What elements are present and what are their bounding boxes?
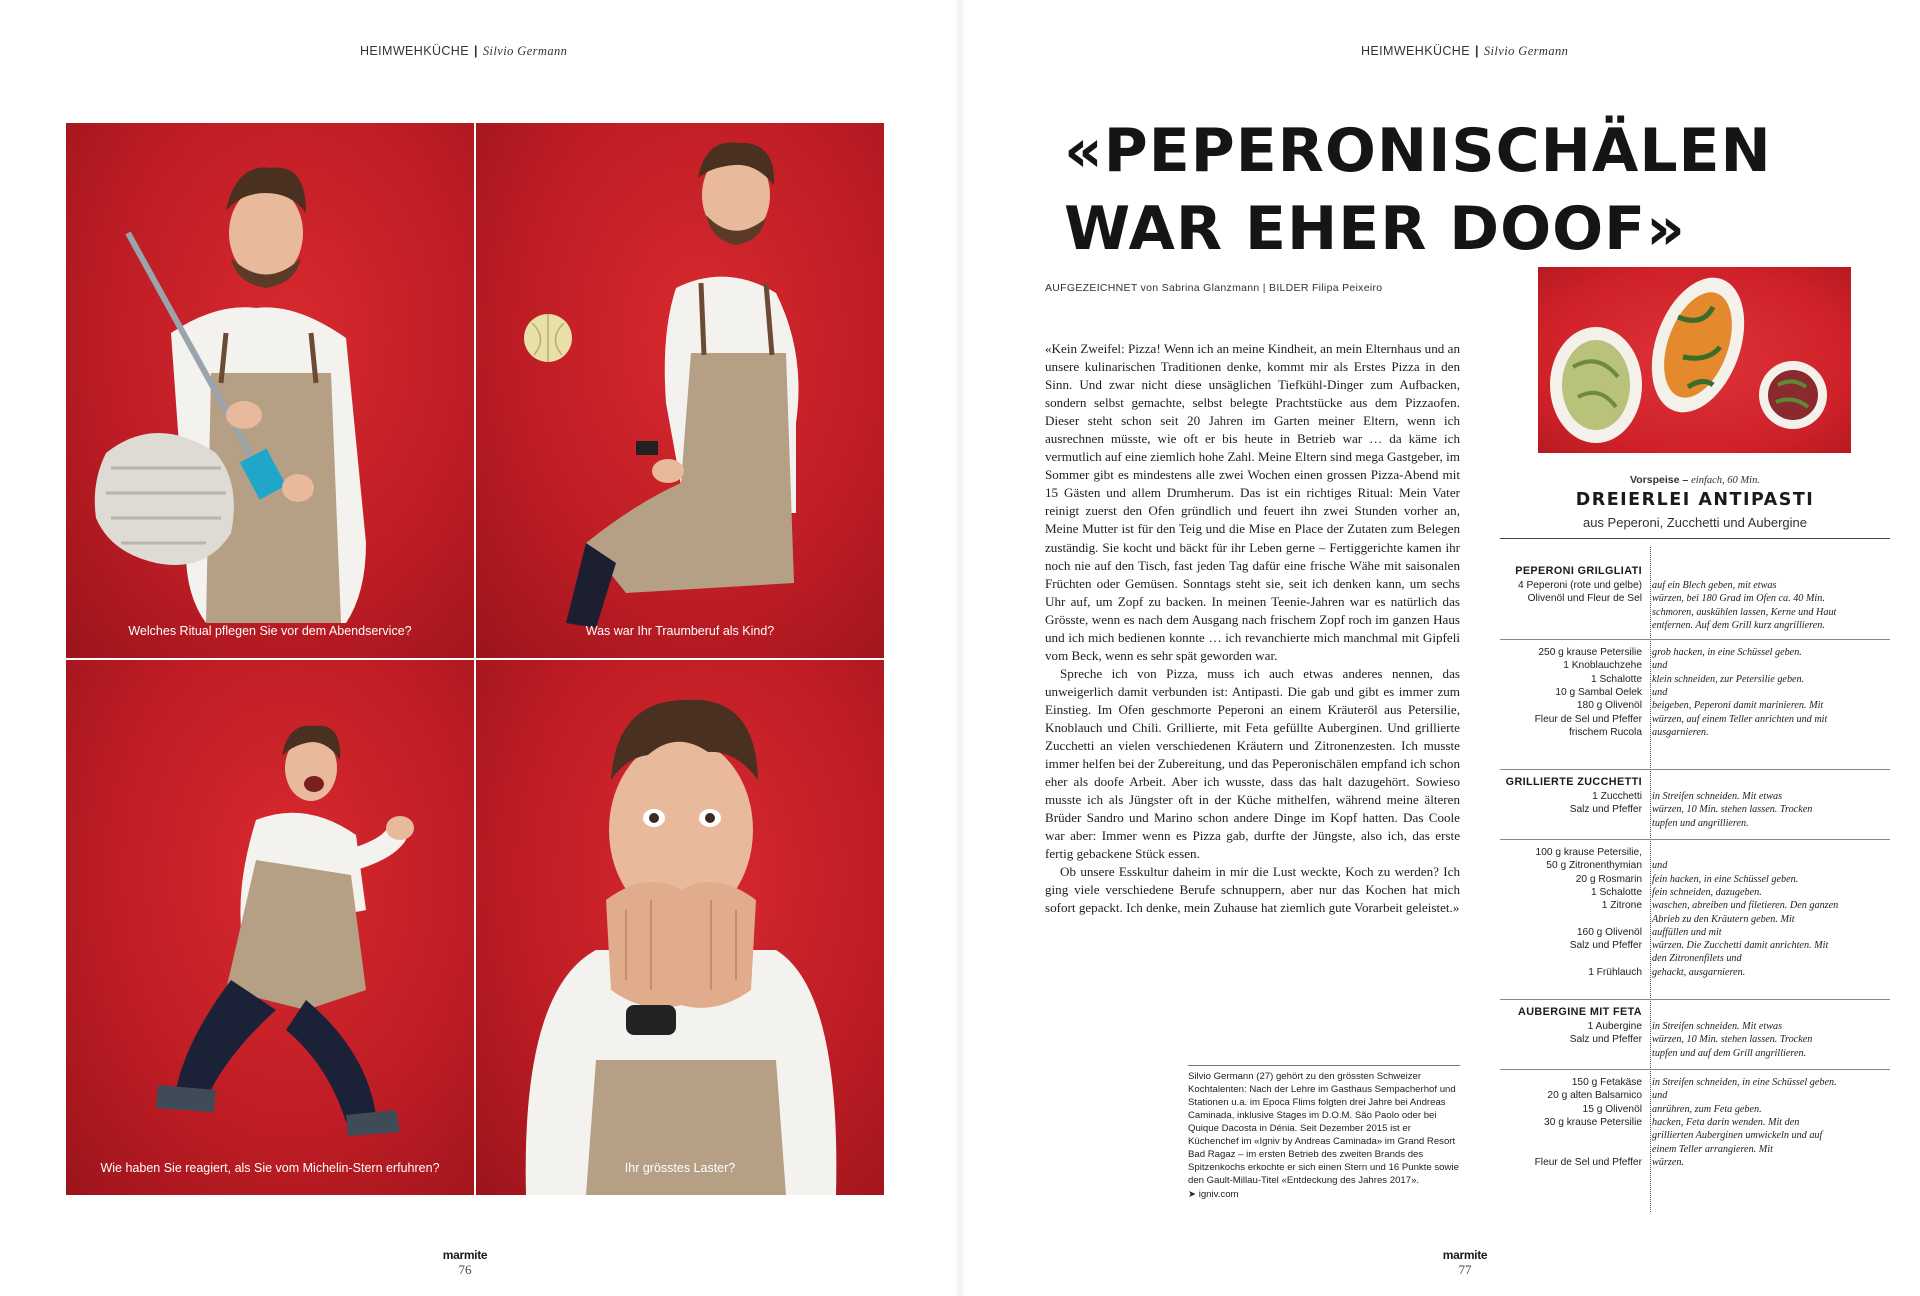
recipe-row bbox=[1500, 659, 1890, 672]
recipe-section-heading: GRILLIERTE ZUCCHETTI bbox=[1505, 776, 1642, 788]
recipe-row bbox=[1500, 952, 1890, 965]
ingredient: 180 g Olivenöl bbox=[1576, 700, 1642, 712]
instruction: auffüllen und mit bbox=[1652, 926, 1722, 938]
recipe-row bbox=[1500, 619, 1890, 632]
recipe-block bbox=[1500, 999, 1890, 1059]
recipe-block bbox=[1500, 639, 1890, 738]
ingredient: 20 g alten Balsamico bbox=[1547, 1090, 1642, 1102]
ingredient: Fleur de Sel und Pfeffer bbox=[1534, 713, 1642, 725]
recipe-subtitle: aus Peperoni, Zucchetti und Aubergine bbox=[1582, 515, 1808, 530]
arrow-right-icon: ➤ bbox=[1188, 1189, 1199, 1200]
recipe-row bbox=[1500, 803, 1890, 816]
recipe-block bbox=[1500, 1069, 1890, 1168]
recipe-meta bbox=[1500, 474, 1890, 486]
bio-link-text: igniv.com bbox=[1198, 1189, 1239, 1200]
instruction: klein schneiden, zur Petersilie geben. bbox=[1652, 673, 1805, 685]
body-paragraph: Ob unsere Esskultur daheim in mir die Lust weckte, Koch zu werden? Ich ging viele verschiedene Berufe schnuppern, aber nur das Kochen hat mich sofort gepackt. Ich denke, mein Zuhause hat ziemlich gute Vorarbeit geleistet.» bbox=[1045, 864, 1460, 916]
instruction: und bbox=[1652, 860, 1668, 872]
ingredient: 20 g Rosmarin bbox=[1575, 873, 1642, 885]
recipe-row bbox=[1500, 873, 1890, 886]
ingredient: 1 Schalotte bbox=[1591, 886, 1642, 898]
recipe-row bbox=[1500, 726, 1890, 739]
instruction: schmoren, auskühlen lassen, Kerne und Haut bbox=[1652, 606, 1837, 618]
recipe-row bbox=[1500, 1047, 1890, 1060]
instruction: in Streifen schneiden. Mit etwas bbox=[1652, 791, 1783, 802]
body-paragraph: «Kein Zweifel: Pizza! Wenn ich an meine Kindheit, an mein Elternhaus und an unsere kulinarischen Traditionen denke, kommt mir als Erstes Pizza in den Sinn. Und zwar nicht diese unsäglichen Tiefkühl-Dinger zum Aufbacken, sondern selbst gemachte, selbst belegte Prachtstücke aus dem Pizzaofen. Dieser steht schon seit 20 Jahren im Garten meiner Eltern, wenn ich ausrechnen müsste, wie oft er bis heute in Betrieb war … da käme ich vermutlich auf eine ziemlich hohe Zahl. Meine Eltern sind mega Gastgeber, im Sommer gibt es mindestens alle zwei Wochen einen grossen Pizza-Abend mit 15 Gästen und allem Drumherum. Das ist ein richtiges Ritual: Mein Vater reinigt zuerst den Ofen gründlich und feuert ihn zwei Stunden vorher an, Meine Mutter ist für den Teig und die Mise en Place der Zutaten zum Belegen zuständig. Sie kocht und bäckt für ihr Leben gerne – Fertiggerichte kamen ihr noch nie auf den Tisch, fast jeden Tag dafür eine frische Wähe mit saisonalen Früchten oder Gemüsen. Sonntags steht sie, seit ich denken kann, um sechs Uhr auf, um Zopf zu backen. In meinen Teenie-Jahren war es natürlich das Grösste, wenn es nach dem Ausgang nach frischem Zopf roch im ganzen Haus und ich mich bedienen konnte … ich revanchierte mich manchmal mit Gipfeli vom Beck, wenn es sehr spät geworden war. bbox=[1045, 341, 1460, 663]
recipe-row bbox=[1500, 606, 1890, 619]
running-header-right bbox=[1361, 44, 1568, 59]
recipe-block bbox=[1500, 769, 1890, 829]
instruction: grillierten Auberginen umwickeln und auf bbox=[1652, 1130, 1823, 1142]
instruction: und bbox=[1652, 686, 1668, 698]
page-number: 76 bbox=[458, 1262, 472, 1277]
chef-jumping-illustration bbox=[66, 660, 474, 1195]
ingredient: Salz und Pfeffer bbox=[1569, 804, 1642, 816]
recipe-row bbox=[1500, 1076, 1890, 1089]
recipe-block bbox=[1500, 839, 1890, 978]
recipe-row bbox=[1500, 886, 1890, 899]
instruction: grob hacken, in eine Schüssel geben. bbox=[1652, 647, 1802, 658]
recipe-table bbox=[1500, 538, 1890, 1219]
recipe-level: einfach, 60 Min. bbox=[1691, 475, 1760, 486]
bio-text: Silvio Germann (27) gehört zu den grössten Schweizer Kochtalenten: Nach der Lehre im Gasthaus Sempacherhof und Stationen u.a. im Epoca Flims folgten drei Jahre bei Andreas Caminada, inklusive Stages im D.O.M. São Paolo oder bei Quique Dacosta in Dénia. Seit Dezember 2015 ist er Küchenchef im «Igniv by Andreas Caminada» im Grand Resort Bad Ragaz – im ersten Betrieb des zweiten Brands des Spitzenkochs erkochte er sich einen Stern und 16 Punkte sowie den Gault-Millau-Titel «Entdeckung des Jahres 2017». bbox=[1188, 1071, 1459, 1186]
article-headline bbox=[1064, 112, 1784, 268]
ingredient: 160 g Olivenöl bbox=[1576, 926, 1642, 938]
ingredient: 30 g krause Petersilie bbox=[1544, 1116, 1642, 1128]
instruction: und bbox=[1652, 1090, 1668, 1102]
instruction: gehackt, ausgarnieren. bbox=[1652, 966, 1746, 978]
instruction: würzen. Die Zucchetti damit anrichten. Mit bbox=[1652, 940, 1829, 952]
ingredient: Olivenöl und Fleur de Sel bbox=[1527, 593, 1642, 605]
ingredient: 1 Zucchetti bbox=[1592, 791, 1642, 802]
portrait-photo-jump bbox=[66, 660, 474, 1195]
ingredient: 10 g Sambal Oelek bbox=[1555, 686, 1642, 698]
page-number: 77 bbox=[1458, 1262, 1472, 1277]
chef-nail-biting-illustration bbox=[476, 660, 884, 1195]
ingredient: 1 Zitrone bbox=[1601, 900, 1642, 912]
recipe-course: Vorspeise – bbox=[1630, 474, 1689, 486]
recipe-row bbox=[1500, 1020, 1890, 1033]
chef-sitting-illustration bbox=[476, 123, 884, 658]
ingredient: 15 g Olivenöl bbox=[1582, 1103, 1642, 1115]
instruction: würzen, 10 Min. stehen lassen. Trocken bbox=[1652, 804, 1813, 816]
body-paragraph: Spreche ich von Pizza, muss ich auch etwas anderes nennen, das unweigerlich damit verbunden ist: Antipasti. Die gab und gibt es immer zum Einstieg. Im Ofen geschmorte Peperoni an einem Kräuteröl aus Petersilie, Knoblauch und Chili. Grillierte, mit Feta gefüllte Auberginen. Und grillierte Zucchetti an vielen verschiedenen Kräutern und Zitronenzesten. Ich musste immer helfen bei der Zubereitung, und das Peperonischälen empfand ich schon eher als doofe Arbeit. Aber ich wusste, dass das halt dazugehört. Sowieso musste ich als Jüngster oft in der Küche mithelfen, während meine älteren Brüder Sandro und Marino schon andere Dinge im Kopf hatten. Das Coole war aber: Immer wenn es Pizza gab, durfte der Jüngste, also ich, das erste fertig gebackene Stück essen. bbox=[1045, 665, 1460, 862]
recipe-title: DREIERLEI ANTIPASTI bbox=[1575, 490, 1815, 510]
instruction: tupfen und auf dem Grill angrillieren. bbox=[1652, 1047, 1807, 1059]
chef-bio-box bbox=[1188, 1065, 1460, 1201]
ingredient: 100 g krause Petersilie, bbox=[1535, 847, 1642, 858]
headline-line-1: «PEPERONISCHÄLEN bbox=[1064, 116, 1772, 186]
recipe-row bbox=[1500, 1116, 1890, 1129]
instruction: Abrieb zu den Kräutern geben. Mit bbox=[1652, 913, 1795, 925]
recipe-row bbox=[1500, 939, 1890, 952]
recipe-row bbox=[1500, 579, 1890, 592]
running-header bbox=[360, 44, 567, 59]
recipe-row bbox=[1500, 913, 1890, 926]
ingredient: 1 Aubergine bbox=[1587, 1021, 1642, 1032]
instruction: würzen, bei 180 Grad im Ofen ca. 40 Min. bbox=[1652, 593, 1825, 605]
ingredient: 250 g krause Petersilie bbox=[1538, 647, 1642, 658]
recipe-row bbox=[1500, 686, 1890, 699]
header-name: Silvio Germann bbox=[482, 44, 568, 58]
recipe-row bbox=[1500, 1156, 1890, 1169]
bio-link[interactable] bbox=[1188, 1188, 1460, 1201]
instruction: entfernen. Auf dem Grill kurz angrillieren. bbox=[1652, 619, 1825, 631]
recipe-row bbox=[1500, 1129, 1890, 1142]
instruction: fein hacken, in eine Schüssel geben. bbox=[1652, 873, 1799, 885]
recipe-row bbox=[1500, 1103, 1890, 1116]
recipe-section-heading: PEPERONI GRILGLIATI bbox=[1515, 565, 1642, 577]
recipe-row bbox=[1500, 1143, 1890, 1156]
folio-right bbox=[1420, 1248, 1510, 1278]
antipasti-plates-illustration bbox=[1538, 267, 1851, 453]
chef-with-mop-illustration bbox=[66, 123, 474, 658]
recipe-row bbox=[1500, 1089, 1890, 1102]
photo-caption-1: Welches Ritual pflegen Sie vor dem Abendservice? bbox=[128, 624, 412, 638]
recipe-row bbox=[1500, 926, 1890, 939]
magazine-logo: marmite bbox=[442, 1248, 488, 1262]
magazine-logo: marmite bbox=[1442, 1248, 1488, 1262]
ingredient: 4 Peperoni (rote und gelbe) bbox=[1517, 580, 1642, 591]
header-divider: | bbox=[473, 44, 478, 58]
instruction: würzen. bbox=[1652, 1156, 1684, 1168]
ingredient: 1 Knoblauchzehe bbox=[1563, 660, 1642, 672]
recipe-section-heading: AUBERGINE MIT FETA bbox=[1518, 1006, 1642, 1018]
folio-left bbox=[420, 1248, 510, 1278]
portrait-photo-mop bbox=[66, 123, 474, 658]
photo-caption-3: Wie haben Sie reagiert, als Sie vom Michelin-Stern erfuhren? bbox=[100, 1161, 440, 1175]
portrait-photo-juggling bbox=[476, 123, 884, 658]
recipe-row bbox=[1500, 646, 1890, 659]
ingredient: 150 g Fetakäse bbox=[1571, 1077, 1642, 1088]
recipe-row bbox=[1500, 673, 1890, 686]
ingredient: frischem Rucola bbox=[1568, 726, 1642, 738]
instruction: und bbox=[1652, 660, 1668, 672]
photo-caption-4: Ihr grösstes Laster? bbox=[624, 1161, 736, 1175]
instruction: fein schneiden, dazugeben. bbox=[1652, 886, 1762, 898]
recipe-row bbox=[1500, 966, 1890, 979]
recipe-row bbox=[1500, 817, 1890, 830]
instruction: einem Teller arrangieren. Mit bbox=[1652, 1143, 1773, 1155]
header-section: HEIMWEHKÜCHE bbox=[1361, 44, 1470, 58]
recipe-row bbox=[1500, 790, 1890, 803]
recipe-row bbox=[1500, 713, 1890, 726]
header-divider: | bbox=[1474, 44, 1479, 58]
header-name: Silvio Germann bbox=[1483, 44, 1569, 58]
instruction: ausgarnieren. bbox=[1652, 726, 1709, 738]
instruction: waschen, abreiben und filetieren. Den ganzen bbox=[1652, 900, 1839, 912]
recipe-row bbox=[1500, 846, 1890, 859]
instruction: hacken, Feta darin wenden. Mit den bbox=[1652, 1116, 1800, 1128]
portrait-photo-nailbiting bbox=[476, 660, 884, 1195]
recipe-row bbox=[1500, 859, 1890, 872]
instruction: tupfen und angrillieren. bbox=[1652, 817, 1749, 829]
instruction: den Zitronenfilets und bbox=[1652, 953, 1742, 965]
instruction: in Streifen schneiden, in eine Schüssel geben. bbox=[1652, 1077, 1837, 1088]
ingredient: Salz und Pfeffer bbox=[1569, 1034, 1642, 1046]
recipe-row bbox=[1500, 1033, 1890, 1046]
headline-line-2: WAR EHER DOOF» bbox=[1064, 194, 1686, 264]
recipe-row bbox=[1500, 592, 1890, 605]
instruction: in Streifen schneiden. Mit etwas bbox=[1652, 1021, 1783, 1032]
instruction: würzen, 10 Min. stehen lassen. Trocken bbox=[1652, 1034, 1813, 1046]
instruction: anrühren, zum Feta geben. bbox=[1652, 1103, 1762, 1115]
ingredient: Fleur de Sel und Pfeffer bbox=[1534, 1156, 1642, 1168]
ingredient: Salz und Pfeffer bbox=[1569, 940, 1642, 952]
photo-caption-2: Was war Ihr Traumberuf als Kind? bbox=[585, 624, 775, 638]
antipasti-photo bbox=[1538, 267, 1851, 453]
instruction: auf ein Blech geben, mit etwas bbox=[1652, 580, 1777, 591]
instruction: beigeben, Peperoni damit marinieren. Mit bbox=[1652, 700, 1824, 712]
recipe-row bbox=[1500, 699, 1890, 712]
article-credits: AUFGEZEICHNET von Sabrina Glanzmann | BILDER Filipa Peixeiro bbox=[1045, 282, 1383, 294]
ingredient: 1 Schalotte bbox=[1591, 673, 1642, 685]
ingredient: 1 Frühlauch bbox=[1588, 966, 1642, 978]
instruction: würzen, auf einem Teller anrichten und mit bbox=[1652, 713, 1828, 725]
recipe-row bbox=[1500, 899, 1890, 912]
ingredient: 50 g Zitronenthymian bbox=[1546, 860, 1642, 872]
header-section: HEIMWEHKÜCHE bbox=[360, 44, 469, 58]
article-body bbox=[1045, 340, 1460, 918]
